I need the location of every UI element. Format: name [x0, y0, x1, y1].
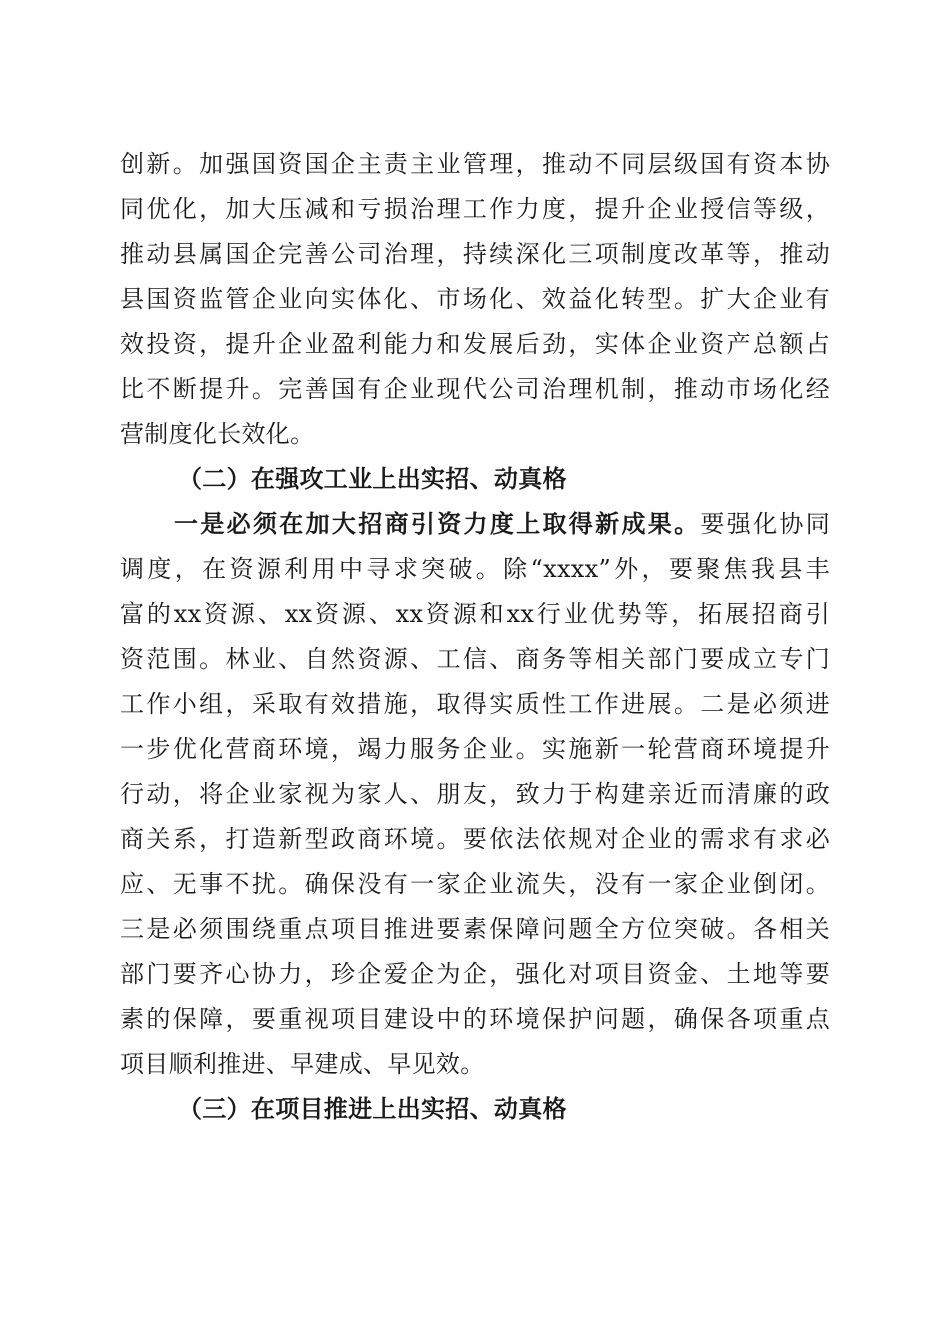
paragraph-2-line-8: 商关系，打造新型政商环境。要依法依规对企业的需求有求必 — [120, 825, 830, 853]
paragraph-2-line-1 — [174, 506, 830, 542]
paragraph-2-line-10: 三是必须围绕重点项目推进要素保障问题全方位突破。各相关 — [120, 915, 830, 943]
paragraph-2-line-2: 调度，在资源利用中寻求突破。除“xxxx”外，要聚焦我县丰 — [120, 555, 830, 583]
paragraph-2-line-9: 应、无事不扰。确保没有一家企业流失，没有一家企业倒闭。 — [120, 870, 830, 898]
paragraph-2-line-11: 部门要齐心协力，珍企爱企为企，强化对项目资金、土地等要 — [120, 960, 830, 988]
paragraph-1-line-5: 效投资，提升企业盈利能力和发展后劲，实体企业资产总额占 — [120, 330, 830, 358]
paragraph-2-lead-rest: 要强化协同 — [700, 510, 831, 538]
paragraph-2-line-4: 资范围。林业、自然资源、工信、商务等相关部门要成立专门 — [120, 645, 830, 673]
section-heading-3: （三）在项目推进上出实招、动真格 — [178, 1094, 567, 1123]
section-heading-2: （二）在强攻工业上出实招、动真格 — [178, 464, 567, 493]
paragraph-2-line-6: 一步优化营商环境，竭力服务企业。实施新一轮营商环境提升 — [120, 735, 830, 763]
paragraph-1-line-6: 比不断提升。完善国有企业现代公司治理机制，推动市场化经 — [120, 375, 830, 403]
paragraph-2-line-5: 工作小组，采取有效措施，取得实质性工作进展。二是必须进 — [120, 690, 830, 718]
paragraph-2-lead-bold: 一是必须在加大招商引资力度上取得新成果。 — [174, 509, 701, 538]
paragraph-2-line-12: 素的保障，要重视项目建设中的环境保护问题，确保各项重点 — [120, 1005, 830, 1033]
paragraph-1-line-4: 县国资监管企业向实体化、市场化、效益化转型。扩大企业有 — [120, 285, 830, 313]
paragraph-2-line-7: 行动，将企业家视为家人、朋友，致力于构建亲近而清廉的政 — [120, 780, 830, 808]
paragraph-1-line-1: 创新。加强国资国企主责主业管理，推动不同层级国有资本协 — [120, 150, 830, 178]
paragraph-1-line-7: 营制度化长效化。 — [120, 420, 315, 448]
paragraph-1-line-2: 同优化，加大压减和亏损治理工作力度，提升企业授信等级， — [120, 195, 830, 223]
paragraph-2-line-13: 项目顺利推进、早建成、早见效。 — [120, 1050, 485, 1078]
paragraph-1-line-3: 推动县属国企完善公司治理，持续深化三项制度改革等，推动 — [120, 240, 830, 268]
paragraph-2-line-3: 富的xx资源、xx资源、xx资源和xx行业优势等，拓展招商引 — [120, 600, 830, 628]
